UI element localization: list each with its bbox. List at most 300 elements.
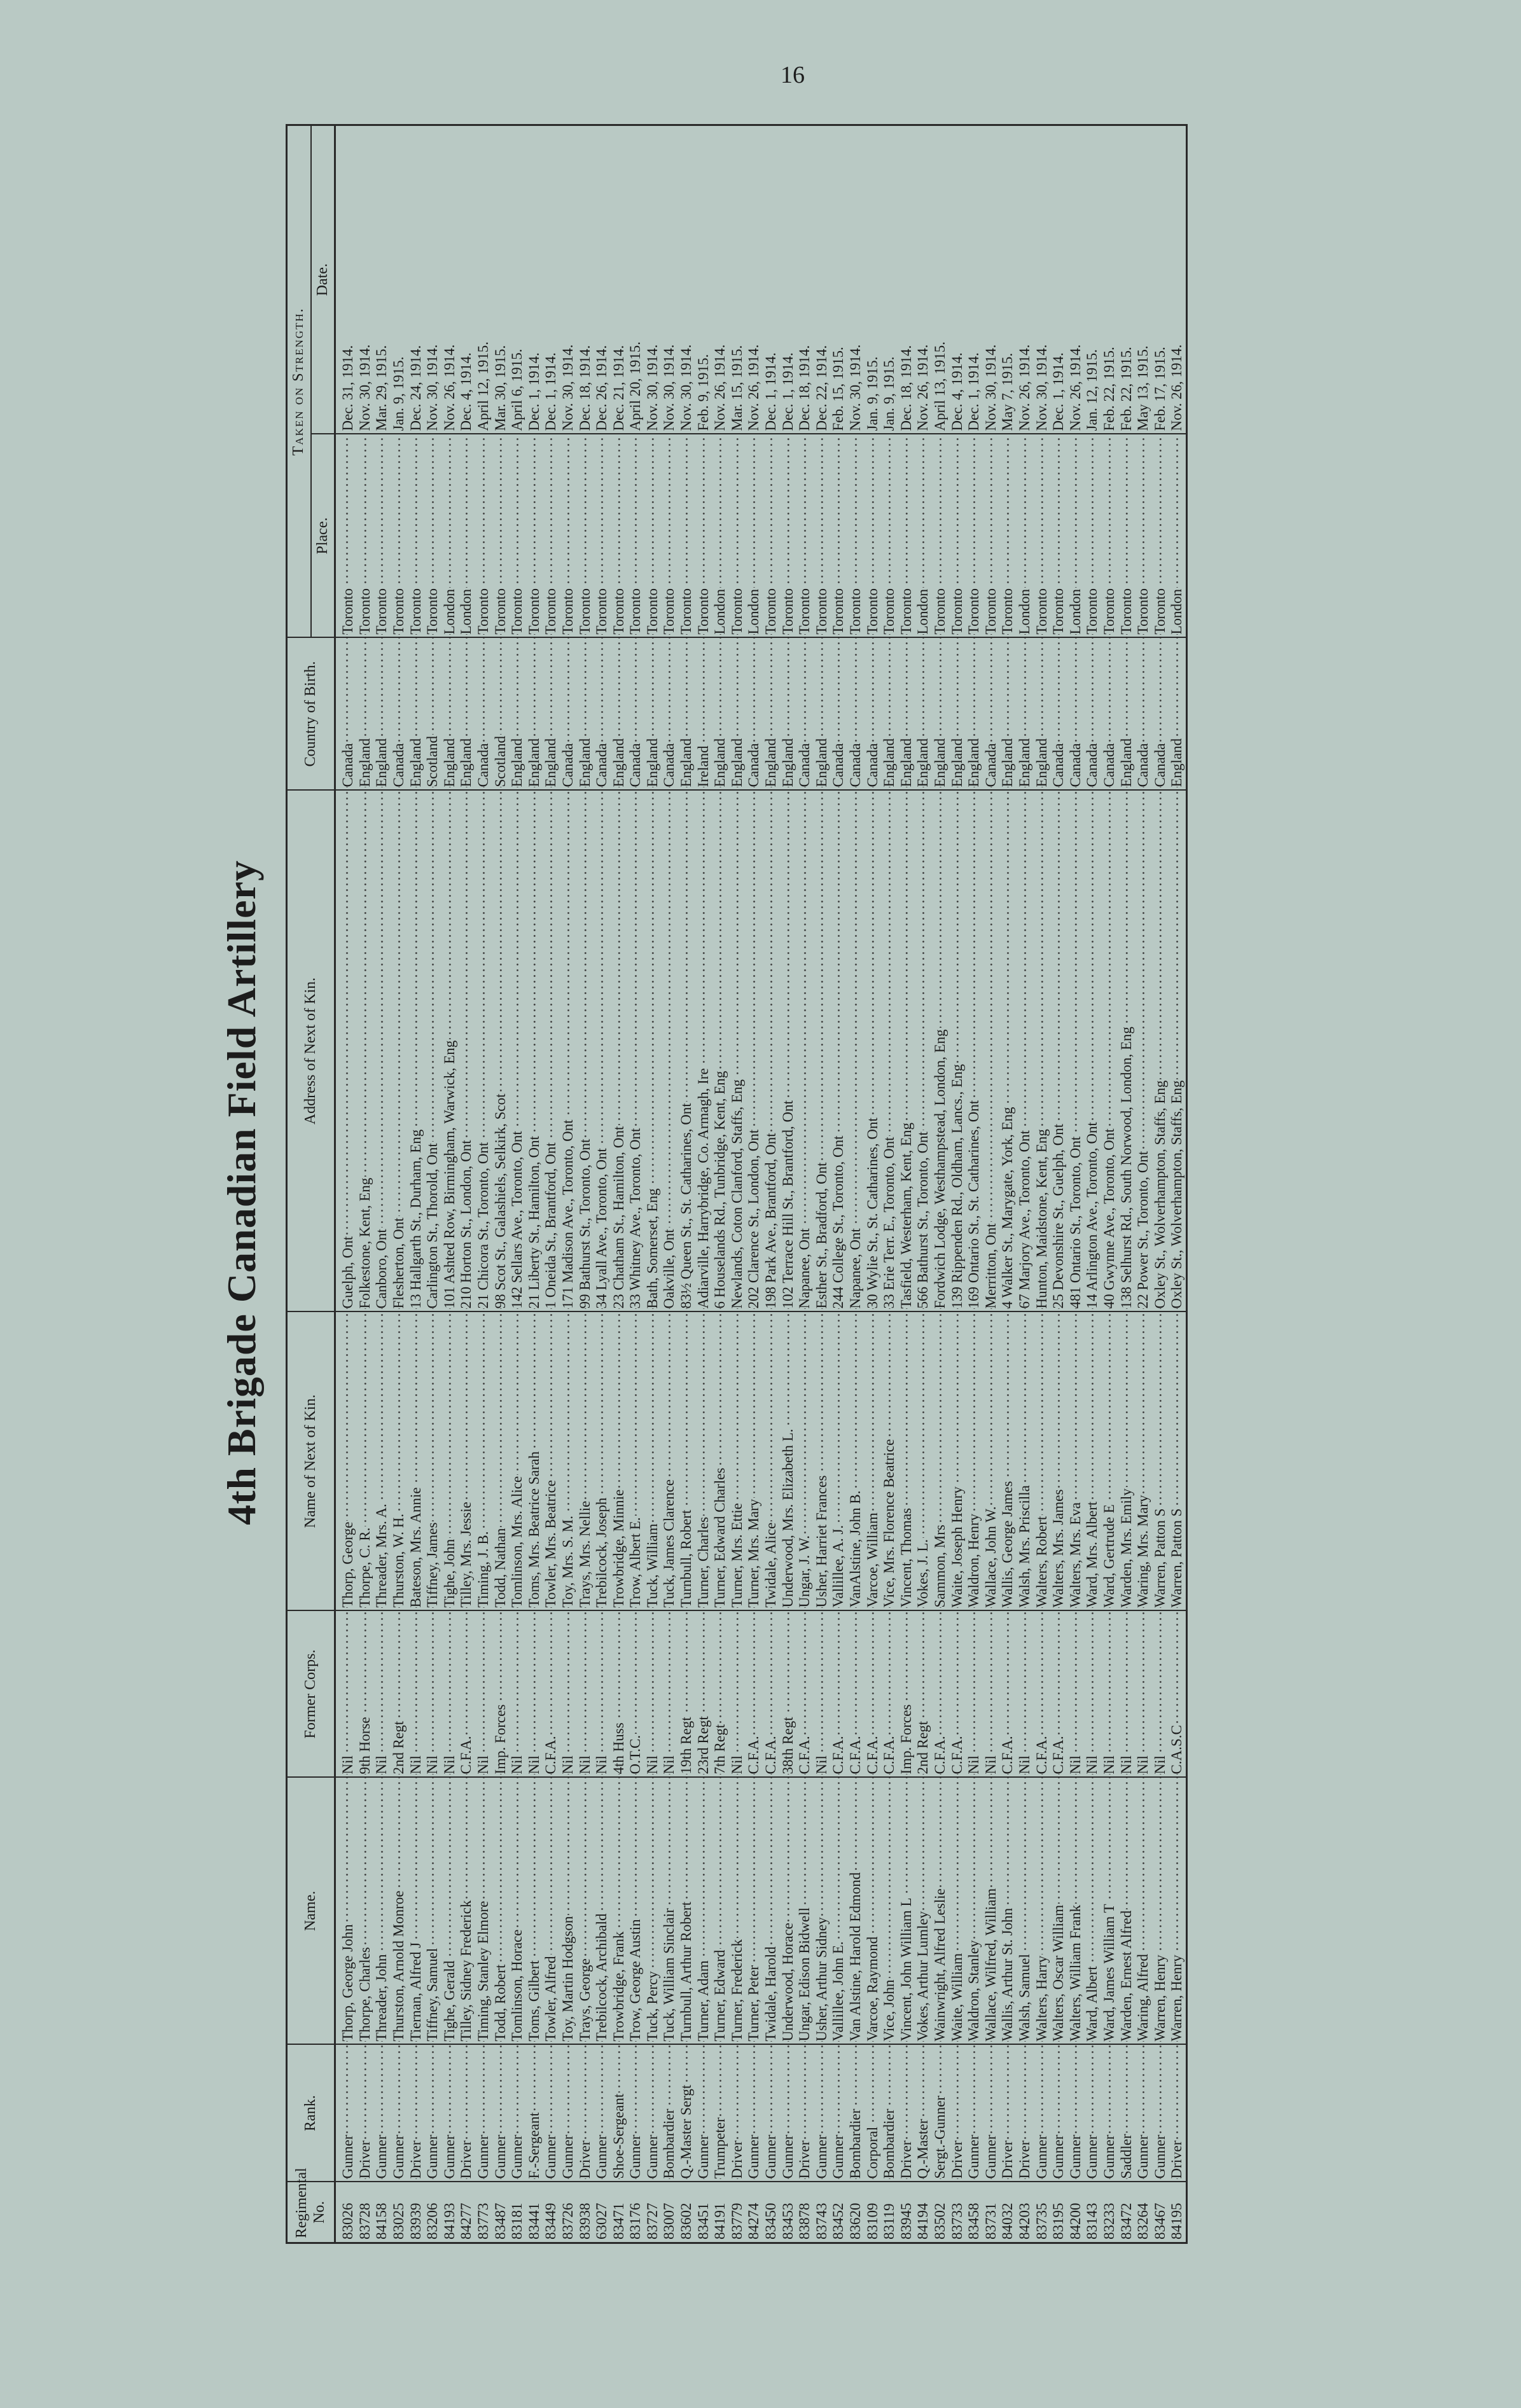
cell-regimental-no: [712, 2182, 729, 2243]
former-corps-text: Nil: [1016, 1755, 1032, 1775]
country-text: Canada: [982, 743, 999, 787]
cell-name: [847, 1778, 865, 2045]
cell-former-corps: [373, 1611, 391, 1778]
cell-next-of-kin: [1067, 1312, 1085, 1611]
place-text: Toronto: [340, 588, 356, 635]
date-text: Mar. 29, 1915.: [373, 345, 390, 431]
place-text: London: [1169, 588, 1185, 635]
cell-former-corps: [458, 1611, 475, 1778]
place-text: Toronto: [1050, 588, 1067, 635]
cell-date: [729, 125, 746, 434]
name-text: Walters, Harry: [1033, 1955, 1050, 2042]
cell-country: [335, 638, 357, 791]
address-text: 210 Horton St., London, Ont: [458, 1140, 475, 1309]
country-text: Canada: [475, 743, 491, 787]
rank-text: Driver: [728, 2140, 745, 2179]
cell-place: [1050, 434, 1067, 638]
cell-former-corps: [357, 1611, 374, 1778]
next-of-kin-text: Toy, Mrs. S. M.: [559, 1515, 576, 1608]
cell-place: [424, 434, 441, 638]
cell-regimental-no: [627, 2182, 644, 2243]
table-row: [577, 125, 594, 2243]
cell-place: [509, 434, 526, 638]
table-row: [644, 125, 662, 2243]
regimental-no-text: 84158: [373, 2203, 390, 2239]
name-text: Varcoe, Raymond: [864, 1936, 880, 2042]
cell-date: [391, 125, 408, 434]
cell-place: [458, 434, 475, 638]
table-row: [492, 125, 510, 2243]
cell-regimental-no: [1118, 2182, 1136, 2243]
cell-country: [357, 638, 374, 791]
table-row: [1017, 125, 1034, 2243]
cell-name: [627, 1778, 644, 2045]
former-corps-text: 2nd Regt: [390, 1720, 406, 1775]
cell-country: [1118, 638, 1136, 791]
address-text: 21 Chicora St., Toronto, Ont: [475, 1142, 491, 1309]
place-text: Toronto: [1033, 588, 1050, 635]
cell-rank: [729, 2045, 746, 2182]
cell-next-of-kin: [1034, 1312, 1051, 1611]
nominal-roll: [286, 126, 1367, 2244]
name-text: Ungar, Edison Bidwell: [796, 1907, 813, 2042]
cell-address: [543, 791, 560, 1312]
next-of-kin-text: Vallillee, A. J.: [830, 1525, 847, 1608]
cell-regimental-no: [1050, 2182, 1067, 2243]
cell-rank: [661, 2045, 678, 2182]
next-of-kin-text: Vokes, J. L.: [915, 1539, 931, 1608]
former-corps-text: C.F.A.: [746, 1736, 762, 1775]
cell-country: [1152, 638, 1169, 791]
cell-place: [391, 434, 408, 638]
country-text: Canada: [594, 743, 610, 787]
cell-country: [966, 638, 983, 791]
country-text: Canada: [1084, 743, 1101, 787]
cell-place: [1101, 434, 1118, 638]
cell-former-corps: [644, 1611, 662, 1778]
address-text: 14 Arlington Ave., Toronto, Ont: [1084, 1122, 1101, 1309]
cell-address: [526, 791, 543, 1312]
cell-former-corps: [408, 1611, 425, 1778]
cell-name: [492, 1778, 510, 2045]
former-corps-text: C.F.A.: [847, 1736, 863, 1775]
cell-name: [746, 1778, 763, 2045]
cell-rank: [814, 2045, 831, 2182]
name-text: Trow, George Austin: [627, 1919, 644, 2042]
place-text: Toronto: [1101, 588, 1117, 635]
col-header-rank: Rank.: [287, 2045, 335, 2182]
cell-name: [373, 1778, 391, 2045]
cell-regimental-no: [1034, 2182, 1051, 2243]
next-of-kin-text: Trow, Albert E.: [627, 1517, 644, 1608]
cell-date: [865, 125, 882, 434]
cell-regimental-no: [357, 2182, 374, 2243]
cell-country: [932, 638, 949, 791]
roll-body: [335, 125, 1187, 2243]
cell-address: [898, 791, 915, 1312]
cell-rank: [458, 2045, 475, 2182]
cell-name: [1118, 1778, 1136, 2045]
cell-address: [729, 791, 746, 1312]
cell-regimental-no: [543, 2182, 560, 2243]
cell-date: [780, 125, 797, 434]
rank-text: Gunner: [1084, 2135, 1101, 2179]
cell-former-corps: [1084, 1611, 1101, 1778]
next-of-kin-text: Tuck, James Clarence: [661, 1479, 677, 1608]
cell-country: [661, 638, 678, 791]
regimental-no-text: 83945: [898, 2203, 914, 2239]
name-text: Trays, George: [576, 1958, 593, 2042]
cell-former-corps: [915, 1611, 932, 1778]
cell-rank: [678, 2045, 695, 2182]
regimental-no-text: 83726: [559, 2203, 576, 2239]
next-of-kin-text: Turner, Mrs. Ettie: [728, 1503, 745, 1608]
country-text: Ireland: [695, 745, 711, 787]
table-row: [543, 125, 560, 2243]
country-text: England: [763, 738, 779, 787]
cell-date: [1118, 125, 1136, 434]
cell-date: [746, 125, 763, 434]
rank-text: Saddler: [1118, 2134, 1134, 2179]
cell-rank: [594, 2045, 611, 2182]
cell-name: [1135, 1778, 1152, 2045]
cell-rank: [898, 2045, 915, 2182]
name-text: Warren, Henry: [1169, 1955, 1185, 2042]
cell-name: [1050, 1778, 1067, 2045]
cell-country: [763, 638, 780, 791]
cell-country: [830, 638, 847, 791]
country-text: Canada: [746, 743, 762, 787]
rank-text: Driver: [576, 2140, 593, 2179]
address-text: 198 Park Ave., Brantford, Ont: [763, 1133, 779, 1309]
cell-name: [932, 1778, 949, 2045]
regimental-no-text: 83176: [627, 2203, 644, 2239]
table-row: [1169, 125, 1186, 2243]
cell-place: [335, 434, 357, 638]
cell-place: [492, 434, 510, 638]
name-text: Warren, Henry: [1151, 1955, 1168, 2042]
cell-address: [1101, 791, 1118, 1312]
rank-text: Driver: [898, 2140, 914, 2179]
regimental-no-text: 83773: [475, 2203, 491, 2239]
former-corps-text: Nil: [373, 1755, 390, 1775]
cell-next-of-kin: [1135, 1312, 1152, 1611]
cell-regimental-no: [1152, 2182, 1169, 2243]
cell-rank: [949, 2045, 966, 2182]
rank-text: Gunner: [543, 2135, 559, 2179]
col-header-address: Address of Next of Kin.: [287, 791, 335, 1312]
former-corps-text: Nil: [644, 1755, 660, 1775]
country-text: England: [356, 738, 373, 787]
cell-regimental-no: [492, 2182, 510, 2243]
country-text: England: [407, 738, 424, 787]
regimental-no-text: 83727: [644, 2203, 660, 2239]
cell-country: [729, 638, 746, 791]
col-header-date: Date.: [311, 125, 335, 434]
cell-name: [391, 1778, 408, 2045]
cell-rank: [712, 2045, 729, 2182]
next-of-kin-text: Threader, Mrs. A.: [373, 1504, 390, 1608]
address-text: 99 Bathurst St., Toronto, Ont: [576, 1138, 593, 1309]
next-of-kin-text: Walsh, Mrs. Priscilla: [1016, 1485, 1032, 1608]
date-text: Feb. 22, 1915.: [1118, 347, 1134, 431]
cell-address: [1034, 791, 1051, 1312]
rank-text: Corporal: [864, 2126, 880, 2179]
cell-address: [1169, 791, 1186, 1312]
brigade-title-text: 4th Brigade Canadian Field Artillery: [219, 860, 264, 1525]
cell-regimental-no: [1084, 2182, 1101, 2243]
table-row: [408, 125, 425, 2243]
cell-place: [611, 434, 628, 638]
former-corps-text: 4th Huss: [610, 1722, 627, 1775]
regimental-no-text: 83109: [864, 2203, 880, 2239]
cell-date: [949, 125, 966, 434]
cell-address: [780, 791, 797, 1312]
table-row: [1084, 125, 1101, 2243]
former-corps-text: Nil: [1135, 1755, 1151, 1775]
date-text: April 20, 1915.: [627, 341, 644, 431]
cell-place: [441, 434, 459, 638]
name-text: Toy, Martin Hodgson: [559, 1916, 576, 2042]
cell-regimental-no: [678, 2182, 695, 2243]
cell-name: [796, 1778, 814, 2045]
regimental-no-text: 83119: [881, 2203, 898, 2239]
cell-country: [983, 638, 1000, 791]
name-text: Tuck, William Sinclair: [661, 1908, 677, 2042]
address-text: 102 Terrace Hill St., Brantford, Ont: [779, 1100, 796, 1309]
cell-address: [492, 791, 510, 1312]
cell-rank: [424, 2045, 441, 2182]
cell-place: [712, 434, 729, 638]
date-text: Dec. 18, 1914.: [576, 345, 593, 431]
next-of-kin-text: Timing, J. B.: [475, 1531, 491, 1608]
former-corps-text: Nil: [407, 1755, 424, 1775]
table-row: [458, 125, 475, 2243]
country-text: England: [779, 738, 796, 787]
cell-address: [712, 791, 729, 1312]
name-text: Walters, Oscar William: [1050, 1904, 1067, 2042]
cell-address: [357, 791, 374, 1312]
cell-country: [509, 638, 526, 791]
table-row: [780, 125, 797, 2243]
cell-place: [865, 434, 882, 638]
name-text: Waring, Alfred: [1135, 1954, 1151, 2042]
country-text: Canada: [847, 743, 863, 787]
cell-country: [441, 638, 459, 791]
rank-text: Shoe-Sergeant: [610, 2093, 627, 2179]
country-text: England: [441, 738, 457, 787]
cell-next-of-kin: [611, 1312, 628, 1611]
cell-regimental-no: [830, 2182, 847, 2243]
cell-former-corps: [509, 1611, 526, 1778]
cell-country: [712, 638, 729, 791]
cell-country: [847, 638, 865, 791]
cell-country: [881, 638, 898, 791]
next-of-kin-text: Thurston, W. H.: [390, 1513, 406, 1608]
cell-name: [865, 1778, 882, 2045]
cell-regimental-no: [763, 2182, 780, 2243]
next-of-kin-text: Walters, Mrs. Eva: [1067, 1502, 1083, 1608]
place-text: Toronto: [898, 588, 914, 635]
cell-former-corps: [335, 1611, 357, 1778]
cell-place: [1034, 434, 1051, 638]
cell-address: [644, 791, 662, 1312]
cell-rank: [526, 2045, 543, 2182]
cell-place: [780, 434, 797, 638]
cell-former-corps: [577, 1611, 594, 1778]
regimental-no-text: 84032: [999, 2203, 1016, 2239]
cell-place: [475, 434, 492, 638]
cell-next-of-kin: [915, 1312, 932, 1611]
table-row: [763, 125, 780, 2243]
date-text: Dec. 1, 1914.: [966, 352, 982, 431]
table-row: [424, 125, 441, 2243]
cell-date: [1169, 125, 1186, 434]
date-text: Nov. 26, 1914.: [915, 344, 931, 431]
country-text: Canada: [661, 743, 677, 787]
date-text: May 7, 1915.: [999, 352, 1016, 431]
former-corps-text: Imp. Forces: [492, 1704, 508, 1775]
cell-date: [695, 125, 712, 434]
country-text: Scotland: [424, 736, 441, 787]
cell-regimental-no: [983, 2182, 1000, 2243]
cell-place: [1135, 434, 1152, 638]
cell-place: [814, 434, 831, 638]
cell-name: [763, 1778, 780, 2045]
cell-date: [458, 125, 475, 434]
date-text: Nov. 26, 1914.: [746, 344, 762, 431]
place-text: London: [1016, 588, 1032, 635]
place-text: Toronto: [695, 588, 711, 635]
cell-former-corps: [424, 1611, 441, 1778]
cell-former-corps: [678, 1611, 695, 1778]
cell-rank: [932, 2045, 949, 2182]
next-of-kin-text: Tighe, John: [441, 1539, 457, 1608]
address-text: Newlands, Coton Clanford, Staffs, Eng: [728, 1079, 745, 1309]
cell-date: [881, 125, 898, 434]
rank-text: Gunner: [1135, 2135, 1151, 2179]
cell-former-corps: [999, 1611, 1017, 1778]
former-corps-text: 38th Regt: [779, 1717, 796, 1775]
cell-country: [644, 638, 662, 791]
name-text: Tomlinson, Horace: [509, 1929, 525, 2042]
cell-next-of-kin: [373, 1312, 391, 1611]
country-text: England: [678, 738, 695, 787]
cell-date: [898, 125, 915, 434]
cell-name: [966, 1778, 983, 2045]
table-row: [1067, 125, 1085, 2243]
country-text: England: [576, 738, 593, 787]
date-text: Dec. 1, 1914.: [525, 352, 542, 431]
place-text: Toronto: [543, 588, 559, 635]
table-row: [441, 125, 459, 2243]
cell-date: [1084, 125, 1101, 434]
cell-address: [1118, 791, 1136, 1312]
cell-next-of-kin: [932, 1312, 949, 1611]
place-text: Toronto: [881, 588, 898, 635]
cell-name: [1084, 1778, 1101, 2045]
former-corps-text: Nil: [1118, 1755, 1134, 1775]
date-text: Dec. 26, 1914.: [594, 345, 610, 431]
date-text: Nov. 30, 1914.: [661, 344, 677, 431]
country-text: England: [458, 738, 475, 787]
former-corps-text: C.F.A.: [1033, 1736, 1050, 1775]
next-of-kin-text: Trowbridge, Minnie: [610, 1489, 627, 1608]
cell-rank: [492, 2045, 510, 2182]
name-text: Threader, John: [373, 1954, 390, 2042]
cell-country: [627, 638, 644, 791]
rank-text: Trumpeter: [712, 2117, 728, 2179]
next-of-kin-text: Underwood, Mrs. Elizabeth L.: [779, 1429, 796, 1608]
cell-former-corps: [847, 1611, 865, 1778]
date-text: Dec. 31, 1914.: [340, 345, 356, 431]
name-text: Ward, Albert: [1084, 1966, 1101, 2042]
country-text: England: [898, 738, 914, 787]
cell-rank: [780, 2045, 797, 2182]
cell-date: [1152, 125, 1169, 434]
cell-name: [475, 1778, 492, 2045]
place-text: Toronto: [982, 588, 999, 635]
cell-rank: [999, 2045, 1017, 2182]
cell-date: [1034, 125, 1051, 434]
cell-date: [847, 125, 865, 434]
cell-regimental-no: [814, 2182, 831, 2243]
cell-name: [814, 1778, 831, 2045]
cell-place: [830, 434, 847, 638]
name-text: Turner, Frederick: [728, 1939, 745, 2042]
date-text: Nov. 26, 1914.: [441, 344, 457, 431]
country-text: Canada: [830, 743, 847, 787]
rank-text: Driver: [1169, 2140, 1185, 2179]
table-row: [391, 125, 408, 2243]
regimental-no-text: 83195: [1050, 2203, 1067, 2239]
country-text: England: [525, 738, 542, 787]
cell-country: [949, 638, 966, 791]
next-of-kin-text: Bateson, Mrs. Annie: [407, 1487, 424, 1608]
name-text: Ward, James William T: [1101, 1904, 1117, 2042]
cell-next-of-kin: [391, 1312, 408, 1611]
place-text: Toronto: [830, 588, 847, 635]
former-corps-text: Nil: [813, 1755, 830, 1775]
address-text: 23 Chatham St., Hamilton, Ont: [610, 1126, 627, 1309]
place-text: Toronto: [559, 588, 576, 635]
address-text: 98 Scot St., Galashiels, Selkirk, Scot: [492, 1093, 508, 1309]
cell-place: [881, 434, 898, 638]
cell-next-of-kin: [594, 1312, 611, 1611]
cell-date: [712, 125, 729, 434]
former-corps-text: Nil: [509, 1755, 525, 1775]
regimental-no-text: 83450: [763, 2203, 779, 2239]
country-text: Canada: [390, 743, 406, 787]
table-row: [1050, 125, 1067, 2243]
name-text: Thorp, George John: [340, 1924, 356, 2042]
cell-regimental-no: [458, 2182, 475, 2243]
country-text: England: [1118, 738, 1134, 787]
table-row: [966, 125, 983, 2243]
name-text: Tiffney, Samuel: [424, 1948, 441, 2042]
rank-text: Gunner: [373, 2135, 390, 2179]
name-text: Wallace, Wilfred, William: [982, 1888, 999, 2042]
cell-former-corps: [729, 1611, 746, 1778]
cell-address: [475, 791, 492, 1312]
cell-address: [1067, 791, 1085, 1312]
date-text: Nov. 26, 1914.: [1169, 344, 1185, 431]
cell-name: [780, 1778, 797, 2045]
address-text: Oxley St., Wolverhampton, Staffs, Eng: [1151, 1080, 1168, 1309]
cell-regimental-no: [373, 2182, 391, 2243]
date-text: Feb. 9, 1915.: [695, 354, 711, 431]
regimental-no-text: 83441: [525, 2203, 542, 2239]
